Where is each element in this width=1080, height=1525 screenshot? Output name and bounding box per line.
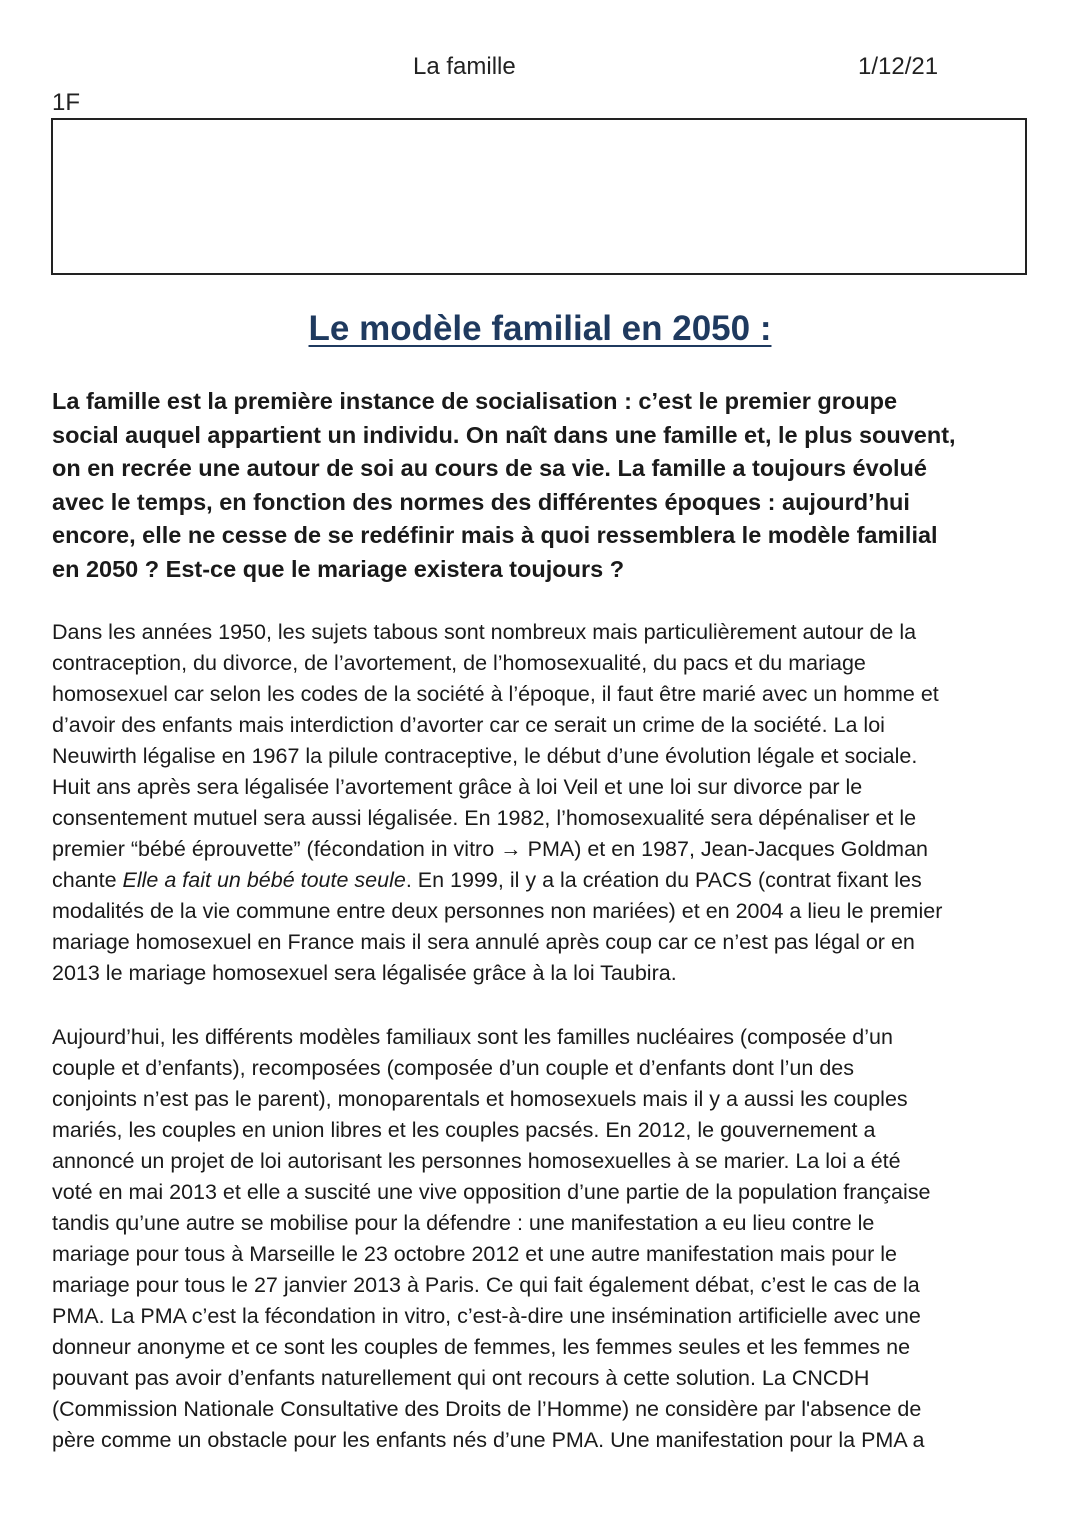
header-title: La famille [413, 53, 516, 80]
paragraph-line: mariage pour tous à Marseille le 23 octobre 2012 et une autre manifestation mais pour le [52, 1242, 897, 1266]
paragraph-line: PMA. La PMA c’est la fécondation in vitro, c’est-à-dire une insémination artificielle avec une [52, 1304, 921, 1328]
line-text: chante [52, 868, 123, 892]
history-paragraph [52, 617, 1037, 989]
song-title: Elle a fait un bébé toute seule [122, 868, 406, 892]
paragraph-line: consentement mutuel sera aussi légalisée. En 1982, l’homosexualité sera dépénaliser et le [52, 806, 917, 830]
intro-line: on en recrée une autour de soi au cours de sa vie. La famille a toujours évolué [52, 455, 927, 482]
intro-line: social auquel appartient un individu. On naît dans une famille et, le plus souvent, [52, 421, 956, 448]
paragraph-line: tandis qu’une autre se mobilise pour la défendre : une manifestation a eu lieu contre le [52, 1211, 875, 1235]
paragraph-line: homosexuel car selon les codes de la société à l’époque, il faut être marié avec un homme et [52, 682, 939, 706]
paragraph-line: Aujourd’hui, les différents modèles familiaux sont les familles nucléaires (composée d’un [52, 1025, 893, 1049]
paragraph-line: 2013 le mariage homosexuel sera légalisée grâce à la loi Taubira. [52, 961, 677, 985]
paragraph-line: père comme un obstacle pour les enfants nés d’une PMA. Une manifestation pour la PMA a [52, 1428, 925, 1452]
paragraph-line: Neuwirth légalise en 1967 la pilule contraceptive, le début d’une évolution légale et sociale. [52, 744, 918, 768]
paragraph-line: d’avoir des enfants mais interdiction d’avorter car ce serait un crime de la société. La loi [52, 713, 885, 737]
blank-answer-box [51, 118, 1027, 275]
paragraph-line: modalités de la vie commune entre deux personnes non mariées) et en 2004 a lieu le premier [52, 899, 943, 923]
paragraph-line: annoncé un projet de loi autorisant les personnes homosexuelles à se marier. La loi a été [52, 1149, 901, 1173]
paragraph-line: Dans les années 1950, les sujets tabous sont nombreux mais particulièrement autour de la [52, 620, 917, 644]
line-text: . En 1999, il y a la création du PACS (contrat fixant les [405, 868, 922, 892]
paragraph-line: (Commission Nationale Consultative des Droits de l’Homme) ne considère par l'absence de [52, 1397, 922, 1421]
paragraph-line [52, 865, 1037, 896]
document-title: Le modèle familial en 2050 : [308, 309, 772, 348]
paragraph-line: voté en mai 2013 et elle a suscité une vive opposition d’une partie de la population française [52, 1180, 931, 1204]
header-class-label: 1F [52, 89, 81, 116]
paragraph-line: mariage homosexuel en France mais il sera annulé après coup car ce n’est pas légal or en [52, 930, 915, 954]
paragraph-line: conjoints n’est pas le parent), monoparentals et homosexuels mais il y a aussi les couples [52, 1087, 908, 1111]
today-paragraph [52, 1022, 1037, 1456]
paragraph-line: premier “bébé éprouvette” (fécondation in vitro → PMA) et en 1987, Jean-Jacques Goldman [52, 837, 928, 861]
header-date: 1/12/21 [858, 53, 939, 80]
paragraph-line: contraception, du divorce, de l’avortement, de l’homosexualité, du pacs et du mariage [52, 651, 866, 675]
intro-line: en 2050 ? Est-ce que le mariage existera toujours ? [52, 555, 625, 582]
paragraph-line: mariage pour tous le 27 janvier 2013 à Paris. Ce qui fait également débat, c’est le cas de la [52, 1273, 920, 1297]
intro-paragraph [52, 385, 1037, 587]
intro-line: avec le temps, en fonction des normes des différentes époques : aujourd’hui [52, 488, 910, 515]
paragraph-line: mariés, les couples en union libres et les couples pacsés. En 2012, le gouvernement a [52, 1118, 876, 1142]
intro-line: encore, elle ne cesse de se redéfinir mais à quoi ressemblera le modèle familial [52, 522, 938, 549]
paragraph-line: Huit ans après sera légalisée l’avortement grâce à loi Veil et une loi sur divorce par le [52, 775, 863, 799]
paragraph-line: couple et d’enfants), recomposées (composée d’un couple et d’enfants dont l’un des [52, 1056, 854, 1080]
intro-line: La famille est la première instance de socialisation : c’est le premier groupe [52, 388, 898, 414]
paragraph-line: pouvant pas avoir d’enfants naturellement qui ont recours à cette solution. La CNCDH [52, 1366, 870, 1390]
paragraph-line: donneur anonyme et ce sont les couples de femmes, les femmes seules et les femmes ne [52, 1335, 911, 1359]
